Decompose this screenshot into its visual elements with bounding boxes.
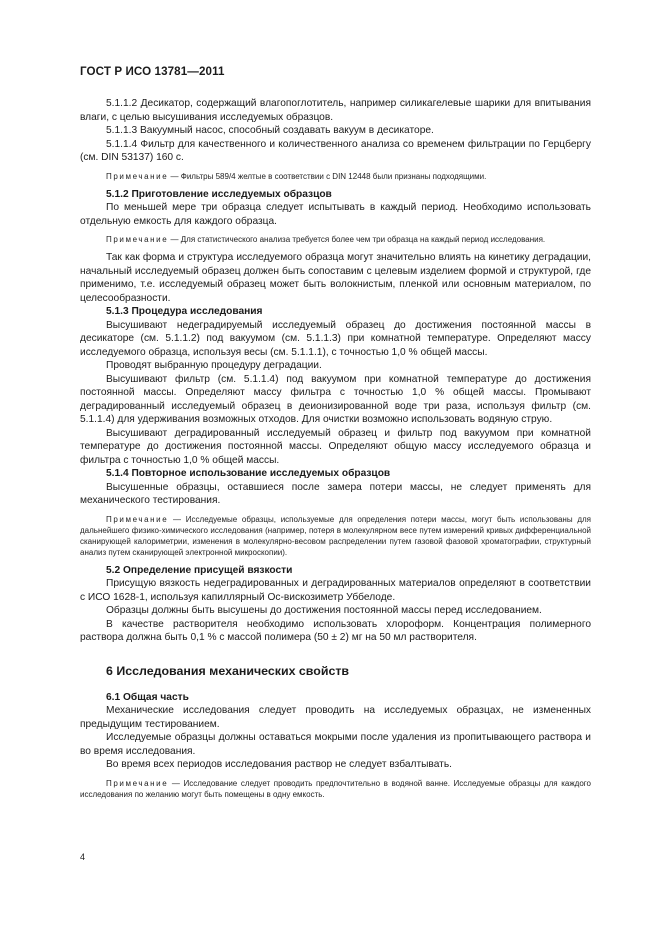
paragraph-5-1-1-3: 5.1.1.3 Вакуумный насос, способный создавать вакуум в десикаторе.: [106, 125, 434, 136]
paragraph-dry-filter: Высушивают фильтр (см. 5.1.1.4) под вакуумом при комнатной температуре до достижения постоянной массы. Определяют массу фильтра с точностью 1,0 % общей массы. Промывают деградированный исследуемый образец в деионизированной воде три раза, используя фильтр (см. 5.1.1.4) для удерживания возможных отходов. Для очистки возможно использовать водяную струю.: [80, 373, 591, 425]
paragraph-5-1-1-4: 5.1.1.4 Фильтр для качественного и количественного анализа со временем фильтрации по Герцбергу (см. DIN 53137) 160 с.: [80, 138, 591, 163]
heading-5-1-3: 5.1.3 Процедура исследования: [106, 306, 263, 317]
paragraph-dry-before: Образцы должны быть высушены до достижения постоянной массы перед исследованием.: [106, 605, 542, 616]
note-label: Примечание: [106, 514, 169, 524]
note-water-bath: [80, 778, 591, 800]
page-number: 4: [80, 852, 86, 862]
paragraph-solvent: В качестве растворителя необходимо использовать хлороформ. Концентрация полимерного раствора должна быть 0,1 % с массой полимера (50 ± 2) мг на 50 мл растворителя.: [80, 618, 591, 643]
note-label: Примечание: [106, 778, 169, 788]
heading-5-2: 5.2 Определение присущей вязкости: [106, 564, 293, 576]
note-text: — Фильтры 589/4 желтые в соответствии с DIN 12448 были признаны подходящими.: [168, 171, 487, 181]
paragraph-reuse: Высушенные образцы, оставшиеся после замера потери массы, не следует применять для механического тестирования.: [80, 481, 591, 506]
heading-6: 6 Исследования механических свойств: [106, 663, 350, 678]
paragraph-dry-sample: Высушивают недеградируемый исследуемый образец до достижения постоянной массы в десикаторе (см. 5.1.1.2) под вакуумом (см. 5.1.1.3) при комнатной температуре. Определяют массу исследуемого образца, используя весы (см. 5.1.1.1), с точностью 1,0 % общей массы.: [80, 319, 591, 358]
note-filters: [80, 171, 591, 182]
paragraph-sample-shape: Так как форма и структура исследуемого образца могут значительно влиять на кинетику деградации, начальный исследуемый образец должен быть сопоставим с целевым изделием формой и структурой, где применимо, т.е. исследуемый образец может быть волокнистым, пленкой или основным материалом, по целесообразности.: [80, 252, 591, 304]
note-label: Примечание: [106, 235, 169, 244]
paragraph-degradation: Проводят выбранную процедуру деградации.: [106, 360, 322, 371]
paragraph-mechanical: Механические исследования следует проводить на исследуемых образцах, не измененных предыдущим тестированием.: [80, 705, 591, 730]
heading-6-1: 6.1 Общая часть: [106, 691, 189, 703]
paragraph-wet-samples: Исследуемые образцы должны оставаться мокрыми после удаления из пропитывающего раствора и во время исследования.: [80, 732, 591, 757]
note-text: — Для статистического анализа требуется более чем три образца на каждый период исследования.: [168, 235, 546, 244]
note-further-analysis: [80, 514, 591, 558]
note-label: Примечание: [106, 171, 169, 181]
note-text: — Исследуемые образцы, используемые для определения потери массы, могут быть использованы для дальнейшего физико-химического исследования (например, потеря в молекулярном весе путем измерений кривых дифференциальной сканирующей калориметрии, изменения в молекулярно-весовом распределении путем газовой фазовой хроматографии, структурный анализ путем сканирующей электронной микроскопии).: [80, 514, 591, 557]
paragraph-5-1-1-2: 5.1.1.2 Десикатор, содержащий влагопоглотитель, например силикагелевые шарики для впитывания влаги, с целью высушивания исследуемых образцов.: [80, 98, 591, 123]
heading-5-1-4: 5.1.4 Повторное использование исследуемых образцов: [106, 468, 391, 479]
paragraph-viscosity: Присущую вязкость недеградированных и деградированных материалов определяют в соответствии с ИСО 1628-1, используя капиллярный Ос-вискозиметр Уббелоде.: [80, 578, 591, 603]
paragraph-no-stirring: Во время всех периодов исследования раствор не следует взбалтывать.: [106, 759, 452, 770]
paragraph-dry-degraded: Высушивают деградированный исследуемый образец и фильтр под вакуумом при комнатной температуре до достижения постоянной массы. Определяют общую массу исследуемого образца и фильтра с точностью 1,0 % общей массы.: [80, 427, 591, 466]
note-text: — Исследование следует проводить предпочтительно в водяной ванне. Исследуемые образцы для каждого исследования по желанию могут быть помещены в одну емкость.: [80, 778, 591, 799]
document-body: [80, 97, 591, 800]
paragraph-samples-count: По меньшей мере три образца следует испытывать в каждый период. Необходимо использовать отдельную емкость для каждого образца.: [80, 202, 591, 227]
document-header: ГОСТ Р ИСО 13781—2011: [80, 65, 225, 78]
note-statistics: [80, 234, 591, 245]
heading-5-1-2: 5.1.2 Приготовление исследуемых образцов: [106, 188, 332, 200]
